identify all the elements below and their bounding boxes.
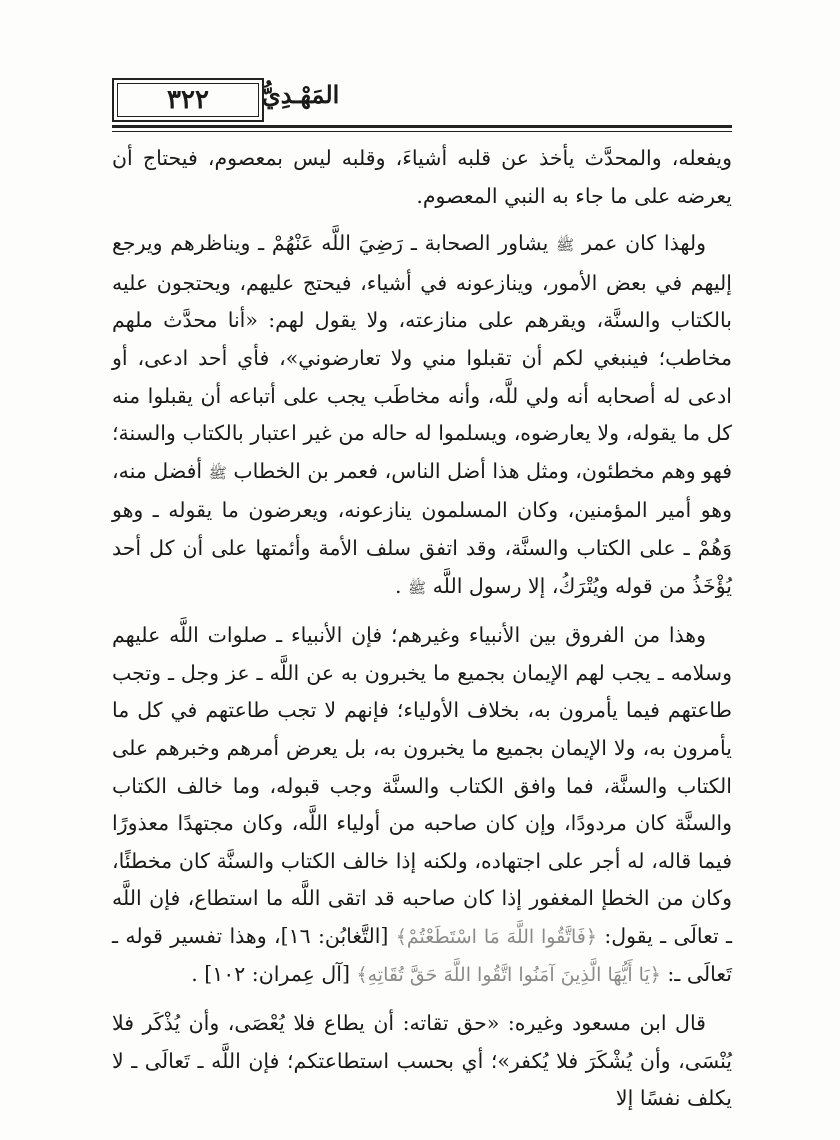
paragraph-4 [112, 1005, 732, 1118]
page-number-box [112, 78, 264, 122]
paragraph-1 [112, 140, 732, 215]
quran-verse: ﴿يَا أَيُّهَا الَّذِينَ آمَنُوا اتَّقُوا اللَّهَ حَقَّ تُقَاتِهِ﴾ [356, 964, 661, 987]
page-number: ٣٢٢ [167, 85, 209, 115]
page-body [112, 140, 732, 1128]
header-rule-thick [112, 125, 732, 128]
paragraph-3-part3: [آل عِمران: ١٠٢] . [191, 962, 357, 987]
paragraph-4-text: قال ابن مسعود وغيره: «حق تقاته: أن يطاع فلا يُعْصَى، وأن يُذْكَر فلا يُنْسَى، وأن يُشْكَرَ فلا يُكفر»؛ أي بحسب استطاعتكم؛ فإن اللَّه ـ تَعالَى ـ لا يكلف نفسًا إلا [112, 1011, 732, 1111]
paragraph-2 [112, 225, 732, 607]
paragraph-3-part2: [التَّغابُن: ١٦]، وهذا تفسير قوله ـ تَعالَى ـ: [112, 923, 732, 987]
header-rule-thin [112, 131, 732, 132]
paragraph-2-part1: ولهذا كان عمر [574, 231, 706, 256]
paragraph-3 [112, 617, 732, 995]
quran-verse: ﴿فَاتَّقُوا اللَّهَ مَا اسْتَطَعْتُمْ﴾ [395, 925, 598, 948]
honorific-glyph: ﷺ [408, 578, 427, 597]
paragraph-2-part2: يشاور الصحابة ـ رَضِيَ اللَّه عَنْهُمْ ـ ويناظرهم ويرجع إليهم في بعض الأمور، وينازعونه في أشياء، فيحتج عليهم، ويحتجون عليه بالكتاب والسنَّة، ويقرهم على منازعته، ولا يقول لهم: «أنا محدَّث ملهم مخاطب؛ فينبغي لكم أن تقبلوا مني ولا تعارضوني»، فأي أحد ادعى، أو ادعى له أصحابه أنه ولي للَّه، وأنه مخاطَب يجب على أتباعه أن يقبلوا منه كل ما يقوله، ولا يعارضوه، ويسلموا له حاله من غير اعتبار بالكتاب والسنة؛ فهو وهم مخطئون، ومثل هذا أضل الناس، فعمر بن الخطاب [112, 231, 732, 483]
honorific-glyph: ﷺ [556, 236, 575, 255]
paragraph-2-part3: أفضل منه، وهو أمير المؤمنين، وكان المسلمون ينازعونه، ويعرضون ما يقوله ـ وهو وَهُمْ ـ على الكتاب والسنَّة، وقد اتفق سلف الأمة وأئمتها على أن كل أحد يُؤْخَذُ من قوله ويُتْرَكُ، إلا رسول اللَّه [112, 458, 732, 598]
book-title: المَهْـدِيُّ [262, 80, 340, 109]
paragraph-1-text: ويفعله، والمحدَّث يأخذ عن قلبه أشياءَ، وقلبه ليس بمعصوم، فيحتاج أن يعرضه على ما جاء به النبي المعصوم. [112, 146, 732, 208]
paragraph-2-part4: . [394, 573, 409, 598]
honorific-glyph: ﷺ [208, 463, 227, 482]
paragraph-3-part1: وهذا من الفروق بين الأنبياء وغيرهم؛ فإن الأنبياء ـ صلوات اللَّه عليهم وسلامه ـ يجب لهم الإيمان بجميع ما يخبرون به عن اللَّه ـ عز وجل ـ وتجب طاعتهم فيما يأمرون به، بخلاف الأولياء؛ فإنهم لا تجب طاعتهم في كل ما يأمرون به، ولا الإيمان بجميع ما يخبرون به، بل يعرض أمرهم وخبرهم على الكتاب والسنَّة، فما وافق الكتاب والسنَّة وجب قبوله، وما خالف الكتاب والسنَّة كان مردودًا، وإن كان صاحبه من أولياء اللَّه، وكان مجتهدًا معذورًا فيما قاله، له أجر على اجتهاده، ولكنه إذا خالف الكتاب والسنَّة كان مخطئًا، وكان من الخطإ المغفور إذا كان صاحبه قد اتقى اللَّه ما استطاع، فإن اللَّه ـ تعالَى ـ يقول: [112, 623, 732, 948]
